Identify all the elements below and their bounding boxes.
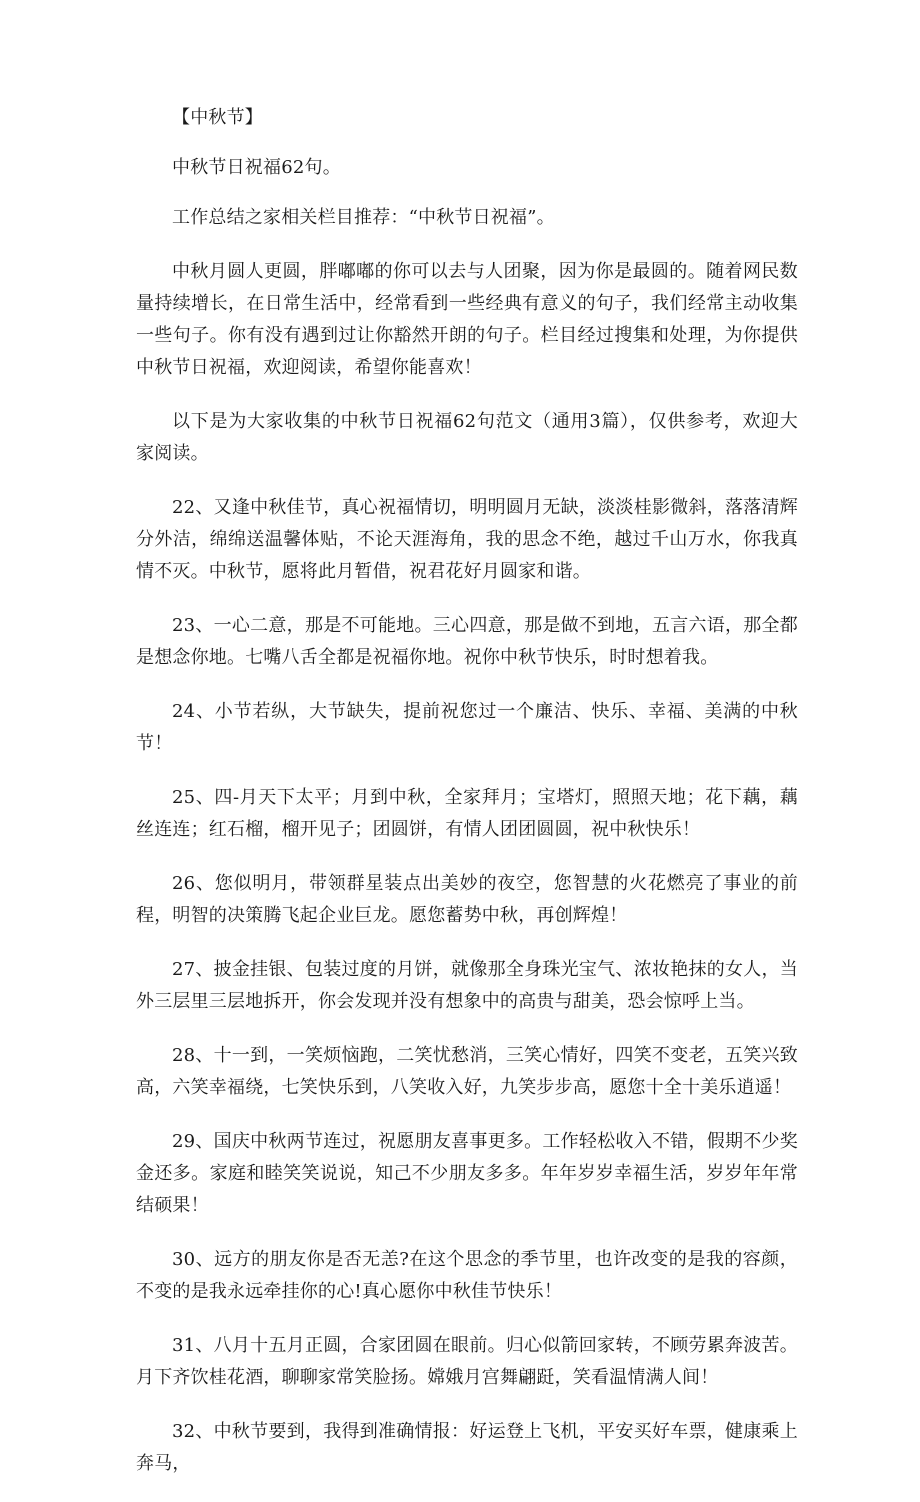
section-heading: 【中秋节】 bbox=[172, 107, 263, 128]
intro-paragraph: 中秋月圆人更圆，胖嘟嘟的你可以去与人团聚，因为你是最圆的。随着网民数量持续增长，在日常生活中，经常看到一些经典有意义的句子，我们经常主动收集一些句子。你有没有遇到过让你豁然开朗的句子。栏目经过搜集和处理，为你提供中秋节日祝福，欢迎阅读，希望你能喜欢！ bbox=[136, 261, 798, 378]
preface-paragraph: 以下是为大家收集的中秋节日祝福62句范文（通用3篇），仅供参考，欢迎大家阅读。 bbox=[136, 411, 798, 464]
blessing-item: 30、远方的朋友你是否无恙?在这个思念的季节里，也许改变的是我的容颜，不变的是我永远牵挂你的心!真心愿你中秋佳节快乐！ bbox=[136, 1249, 798, 1302]
column-recommendation: 工作总结之家相关栏目推荐：“中秋节日祝福”。 bbox=[172, 207, 555, 228]
blessing-item: 28、十一到，一笑烦恼跑，二笑忧愁消，三笑心情好，四笑不变老，五笑兴致高，六笑幸福绕，七笑快乐到，八笑收入好，九笑步步高，愿您十全十美乐逍遥！ bbox=[136, 1045, 798, 1098]
blessing-item: 29、国庆中秋两节连过，祝愿朋友喜事更多。工作轻松收入不错，假期不少奖金还多。家庭和睦笑笑说说，知己不少朋友多多。年年岁岁幸福生活，岁岁年年常结硕果！ bbox=[136, 1131, 798, 1216]
blessing-item: 26、您似明月，带领群星装点出美妙的夜空，您智慧的火花燃亮了事业的前程，明智的决策腾飞起企业巨龙。愿您蓄势中秋，再创辉煌！ bbox=[136, 873, 798, 926]
blessing-item: 32、中秋节要到，我得到准确情报：好运登上飞机，平安买好车票，健康乘上奔马， bbox=[136, 1421, 798, 1474]
document-body bbox=[136, 102, 798, 1502]
blessing-item: 22、又逢中秋佳节，真心祝福情切，明明圆月无缺，淡淡桂影微斜，落落清辉分外洁，绵绵送温馨体贴，不论天涯海角，我的思念不绝，越过千山万水，你我真情不灭。中秋节，愿将此月暂借，祝君花好月圆家和谐。 bbox=[136, 497, 798, 582]
blessing-item: 27、披金挂银、包装过度的月饼，就像那全身珠光宝气、浓妆艳抹的女人，当外三层里三层地拆开，你会发现并没有想象中的高贵与甜美，恐会惊呼上当。 bbox=[136, 959, 798, 1012]
blessing-item: 25、四-月天下太平；月到中秋，全家拜月；宝塔灯，照照天地；花下藕，藕丝连连；红石榴，榴开见子；团圆饼，有情人团团圆圆，祝中秋快乐！ bbox=[136, 787, 798, 840]
blessing-item: 24、小节若纵，大节缺失，提前祝您过一个廉洁、快乐、幸福、美满的中秋节！ bbox=[136, 701, 798, 754]
document-subtitle: 中秋节日祝福62句。 bbox=[172, 157, 341, 178]
blessing-item: 23、一心二意，那是不可能地。三心四意，那是做不到地，五言六语，那全都是想念你地。七嘴八舌全都是祝福你地。祝你中秋节快乐，时时想着我。 bbox=[136, 615, 798, 668]
blessing-item: 31、八月十五月正圆，合家团圆在眼前。归心似箭回家转，不顾劳累奔波苦。月下齐饮桂花酒，聊聊家常笑脸扬。嫦娥月宫舞翩跹，笑看温情满人间！ bbox=[136, 1335, 798, 1388]
